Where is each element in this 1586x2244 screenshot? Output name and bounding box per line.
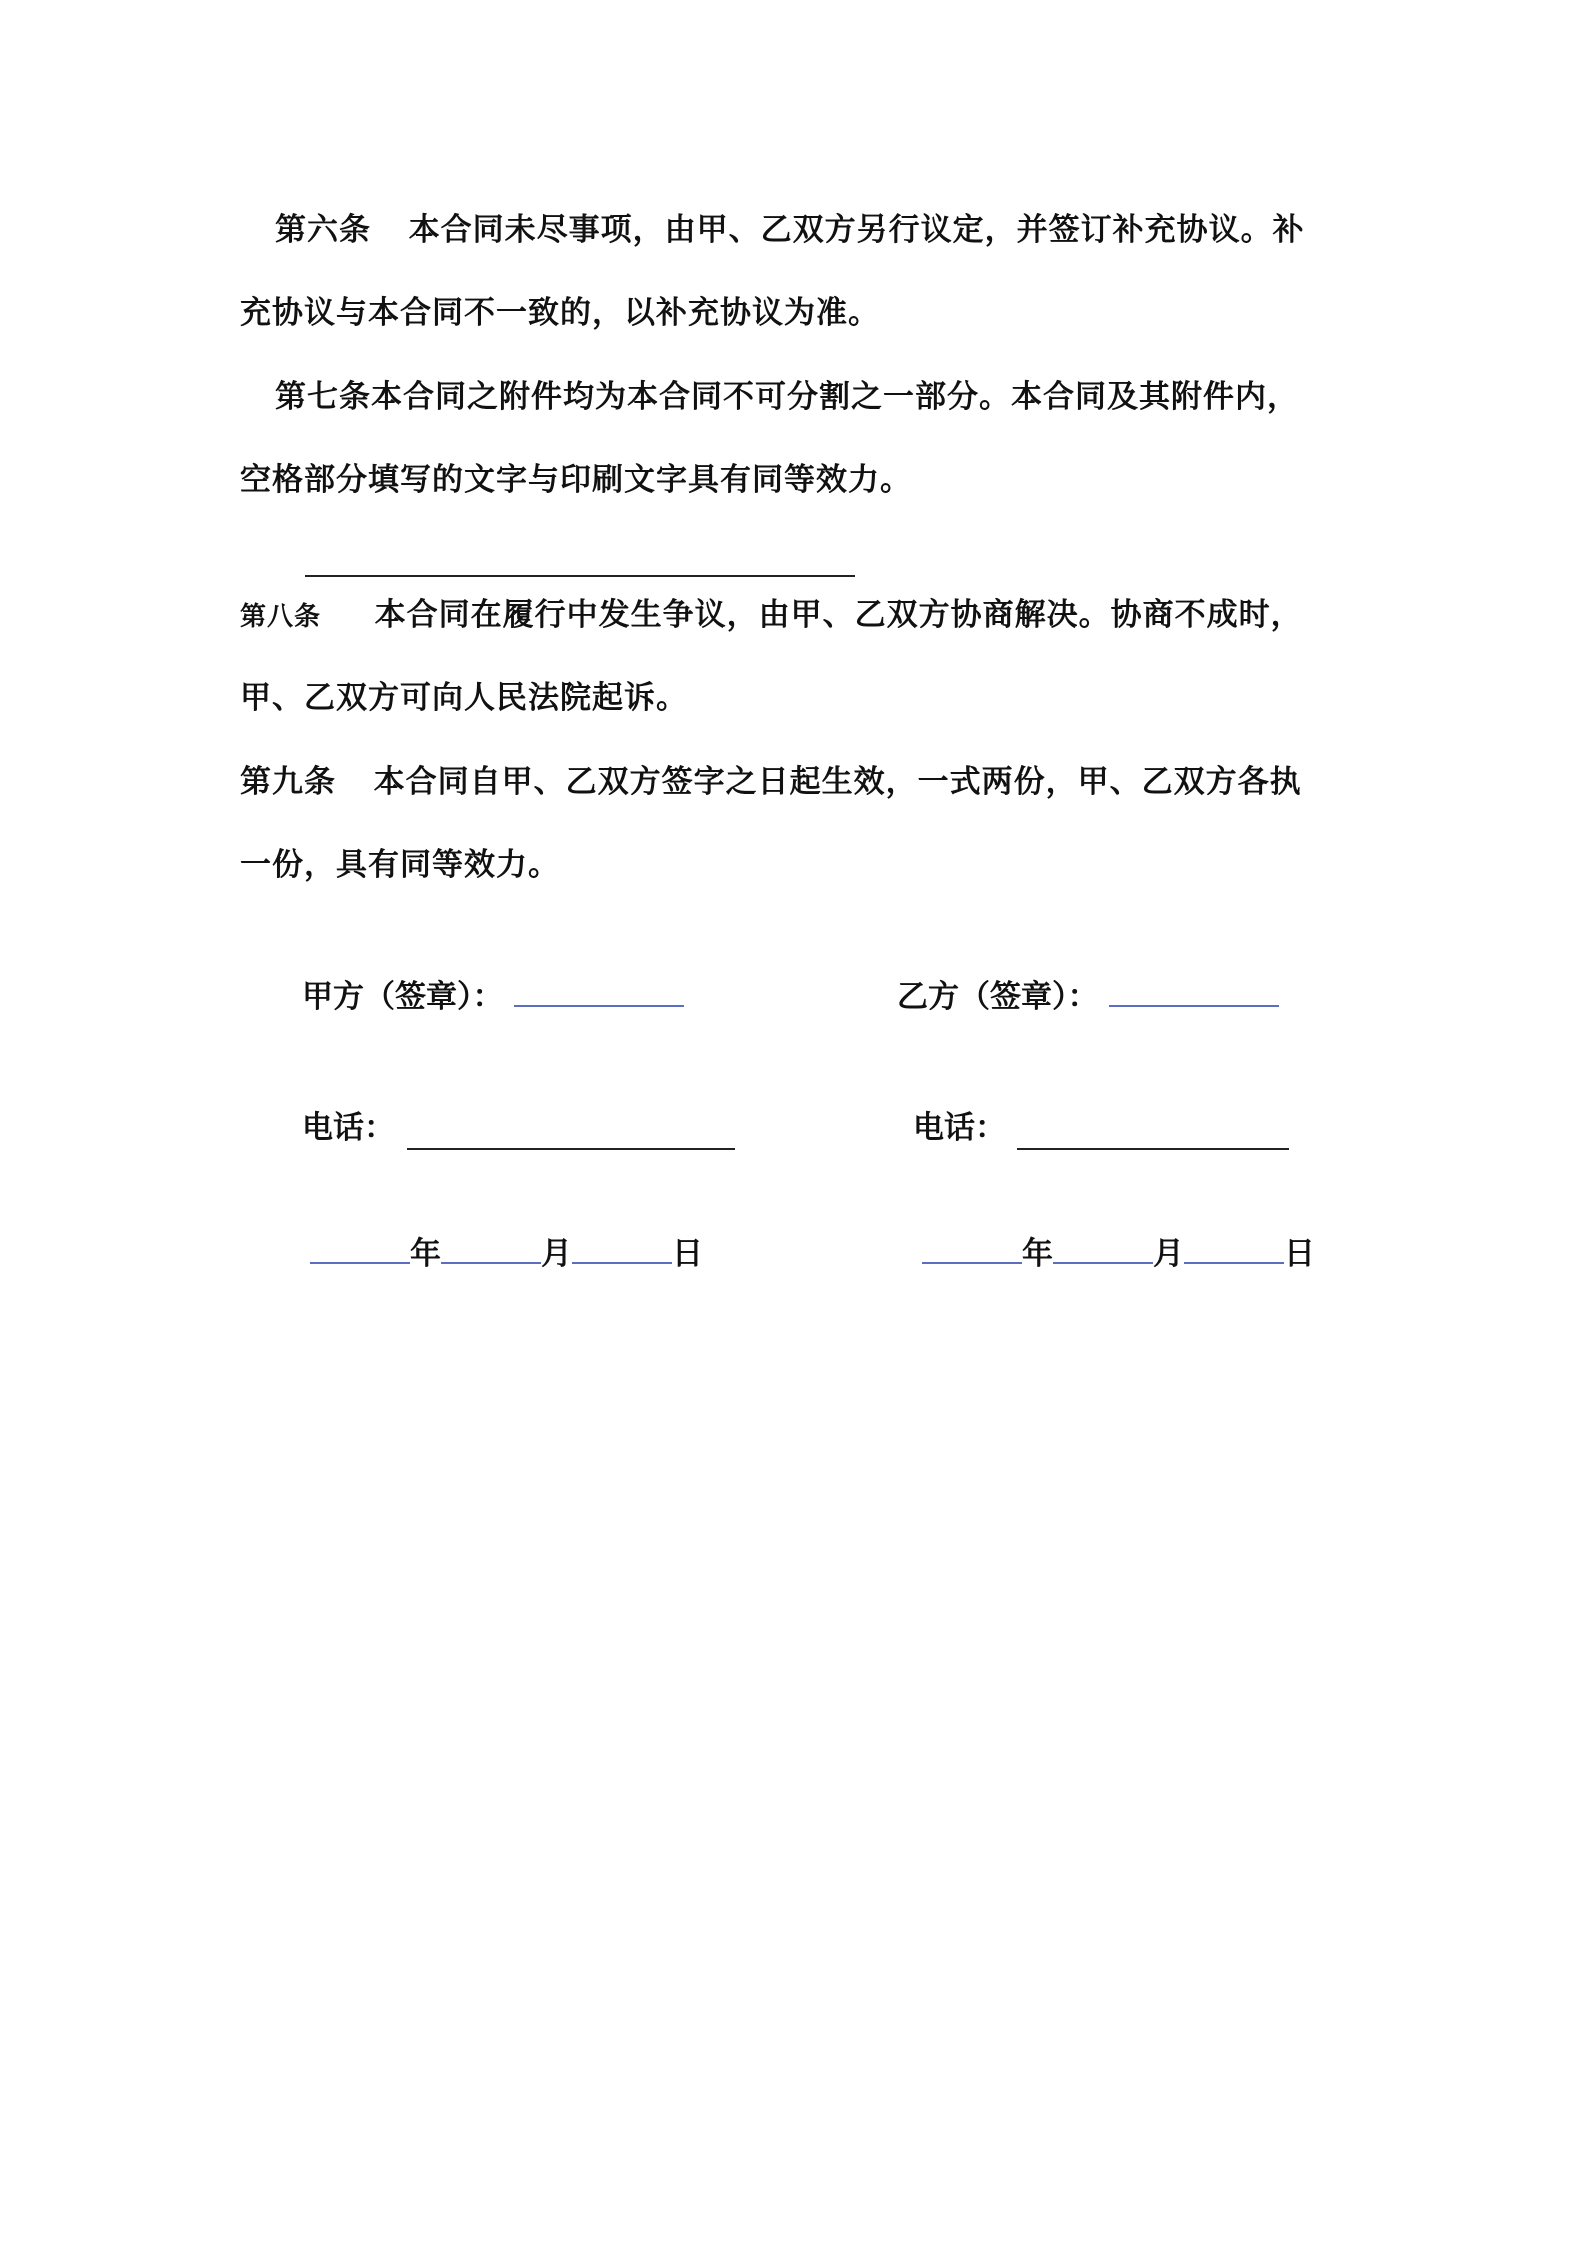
- article-7-line-1: [275, 377, 1299, 417]
- party-b-signature-field[interactable]: [897, 975, 1279, 1017]
- article-7-label: 第七条: [275, 379, 371, 415]
- party-a-label: 甲方（签章）：: [302, 979, 504, 1015]
- article-8-label: 第八条: [240, 602, 322, 632]
- party-a-signature-field[interactable]: [302, 975, 684, 1017]
- article-8-line-1: [240, 595, 1303, 637]
- article-8-text-1: 本合同在履行中发生争议，由甲、乙双方协商解决。协商不成时，: [374, 597, 1303, 633]
- party-a-month-label: 月: [541, 1236, 572, 1272]
- party-b-signature-blank[interactable]: [1109, 975, 1279, 1007]
- party-a-date-field[interactable]: [310, 1232, 703, 1274]
- article-7-text-1: 本合同之附件均为本合同不可分割之一部分。本合同及其附件内，: [371, 379, 1299, 415]
- party-a-signature-blank[interactable]: [514, 975, 684, 1007]
- party-b-date-field[interactable]: [922, 1232, 1315, 1274]
- party-a-day-label: 日: [672, 1236, 703, 1272]
- party-a-day-blank[interactable]: [572, 1232, 672, 1264]
- party-a-year-blank[interactable]: [310, 1232, 410, 1264]
- article-9-text-1: 本合同自甲、乙双方签字之日起生效，一式两份，甲、乙双方各执: [373, 764, 1302, 800]
- article-6-label: 第六条: [275, 212, 371, 248]
- party-b-phone-field[interactable]: [913, 1108, 1006, 1148]
- party-b-phone-label: 电话：: [913, 1110, 1006, 1146]
- separator-rule: [305, 575, 855, 577]
- article-6-text-1: 本合同未尽事项，由甲、乙双方另行议定，并签订补充协议。补: [408, 212, 1305, 248]
- party-b-month-blank[interactable]: [1053, 1232, 1153, 1264]
- party-a-month-blank[interactable]: [441, 1232, 541, 1264]
- party-b-day-blank[interactable]: [1184, 1232, 1284, 1264]
- party-a-year-label: 年: [410, 1236, 441, 1272]
- article-8-line-2: 甲、乙双方可向人民法院起诉。: [240, 680, 688, 716]
- party-b-label: 乙方（签章）：: [897, 979, 1099, 1015]
- party-a-phone-blank[interactable]: [407, 1148, 735, 1150]
- party-b-year-blank[interactable]: [922, 1232, 1022, 1264]
- article-9-line-1: [240, 762, 1302, 802]
- party-b-year-label: 年: [1022, 1236, 1053, 1272]
- party-b-day-label: 日: [1284, 1236, 1315, 1272]
- party-b-phone-blank[interactable]: [1017, 1148, 1289, 1150]
- party-a-phone-field[interactable]: [302, 1108, 395, 1148]
- article-7-line-2: 空格部分填写的文字与印刷文字具有同等效力。: [240, 462, 912, 498]
- party-a-phone-label: 电话：: [302, 1110, 395, 1146]
- party-b-month-label: 月: [1153, 1236, 1184, 1272]
- article-6-line-2: 充协议与本合同不一致的，以补充协议为准。: [240, 295, 880, 331]
- article-9-label: 第九条: [240, 764, 336, 800]
- article-6-line-1: [275, 210, 1305, 250]
- article-9-line-2: 一份，具有同等效力。: [240, 847, 560, 883]
